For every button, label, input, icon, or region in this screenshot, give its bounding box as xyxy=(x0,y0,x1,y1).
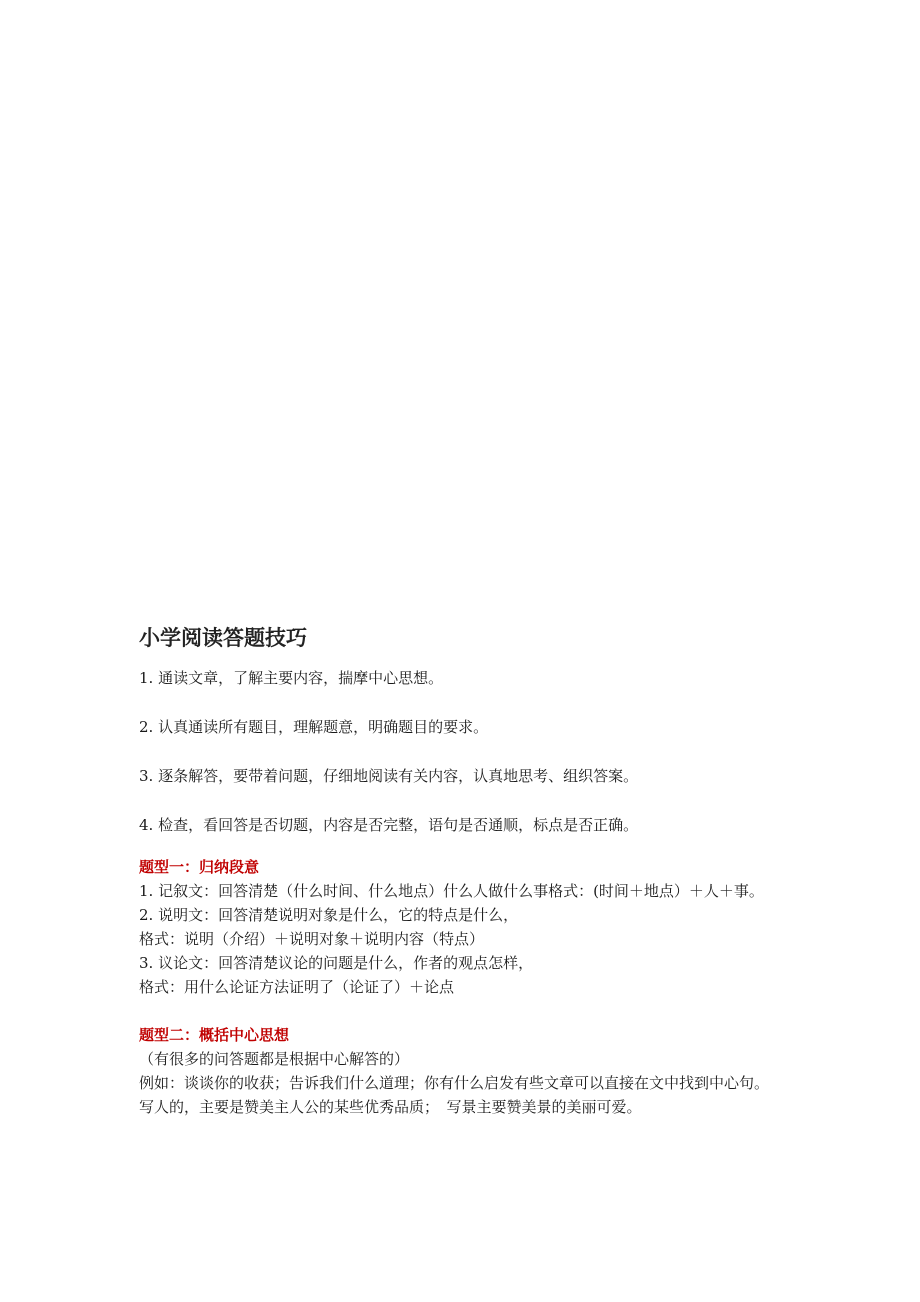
step-3: 3. 逐条解答，要带着问题，仔细地阅读有关内容，认真地思考、组织答案。 xyxy=(139,767,639,785)
section-heading: 题型一：归纳段意 xyxy=(139,858,260,876)
section-2 xyxy=(139,1023,789,1119)
step-2: 2. 认真通读所有题目，理解题意，明确题目的要求。 xyxy=(139,718,489,736)
section-line: 3. 议论文：回答清楚议论的问题是什么，作者的观点怎样， xyxy=(139,954,534,972)
step-4: 4. 检查，看回答是否切题，内容是否完整，语句是否通顺，标点是否正确。 xyxy=(139,816,639,834)
section-1 xyxy=(139,855,789,999)
document-page xyxy=(139,622,789,1119)
section-heading: 题型二：概括中心思想 xyxy=(139,1026,290,1044)
step-1: 1. 通读文章，了解主要内容，揣摩中心思想。 xyxy=(139,669,444,687)
section-line: 例如：谈谈你的收获；告诉我们什么道理；你有什么启发有些文章可以直接在文中找到中心句。 xyxy=(139,1074,770,1092)
section-line: 1. 记叙文：回答清楚（什么时间、什么地点）什么人做什么事格式：(时间＋地点）＋人＋事。 xyxy=(139,882,764,900)
document-title: 小学阅读答题技巧 xyxy=(139,626,307,650)
section-line: 格式：用什么论证方法证明了（论证了）＋论点 xyxy=(139,978,455,996)
section-line: （有很多的问答题都是根据中心解答的） xyxy=(139,1050,410,1068)
section-line: 2. 说明文：回答清楚说明对象是什么，它的特点是什么， xyxy=(139,906,519,924)
section-line: 格式：说明（介绍）＋说明对象＋说明内容（特点） xyxy=(139,930,485,948)
section-line: 写人的，主要是赞美主人公的某些优秀品质； 写景主要赞美景的美丽可爱。 xyxy=(139,1098,642,1116)
